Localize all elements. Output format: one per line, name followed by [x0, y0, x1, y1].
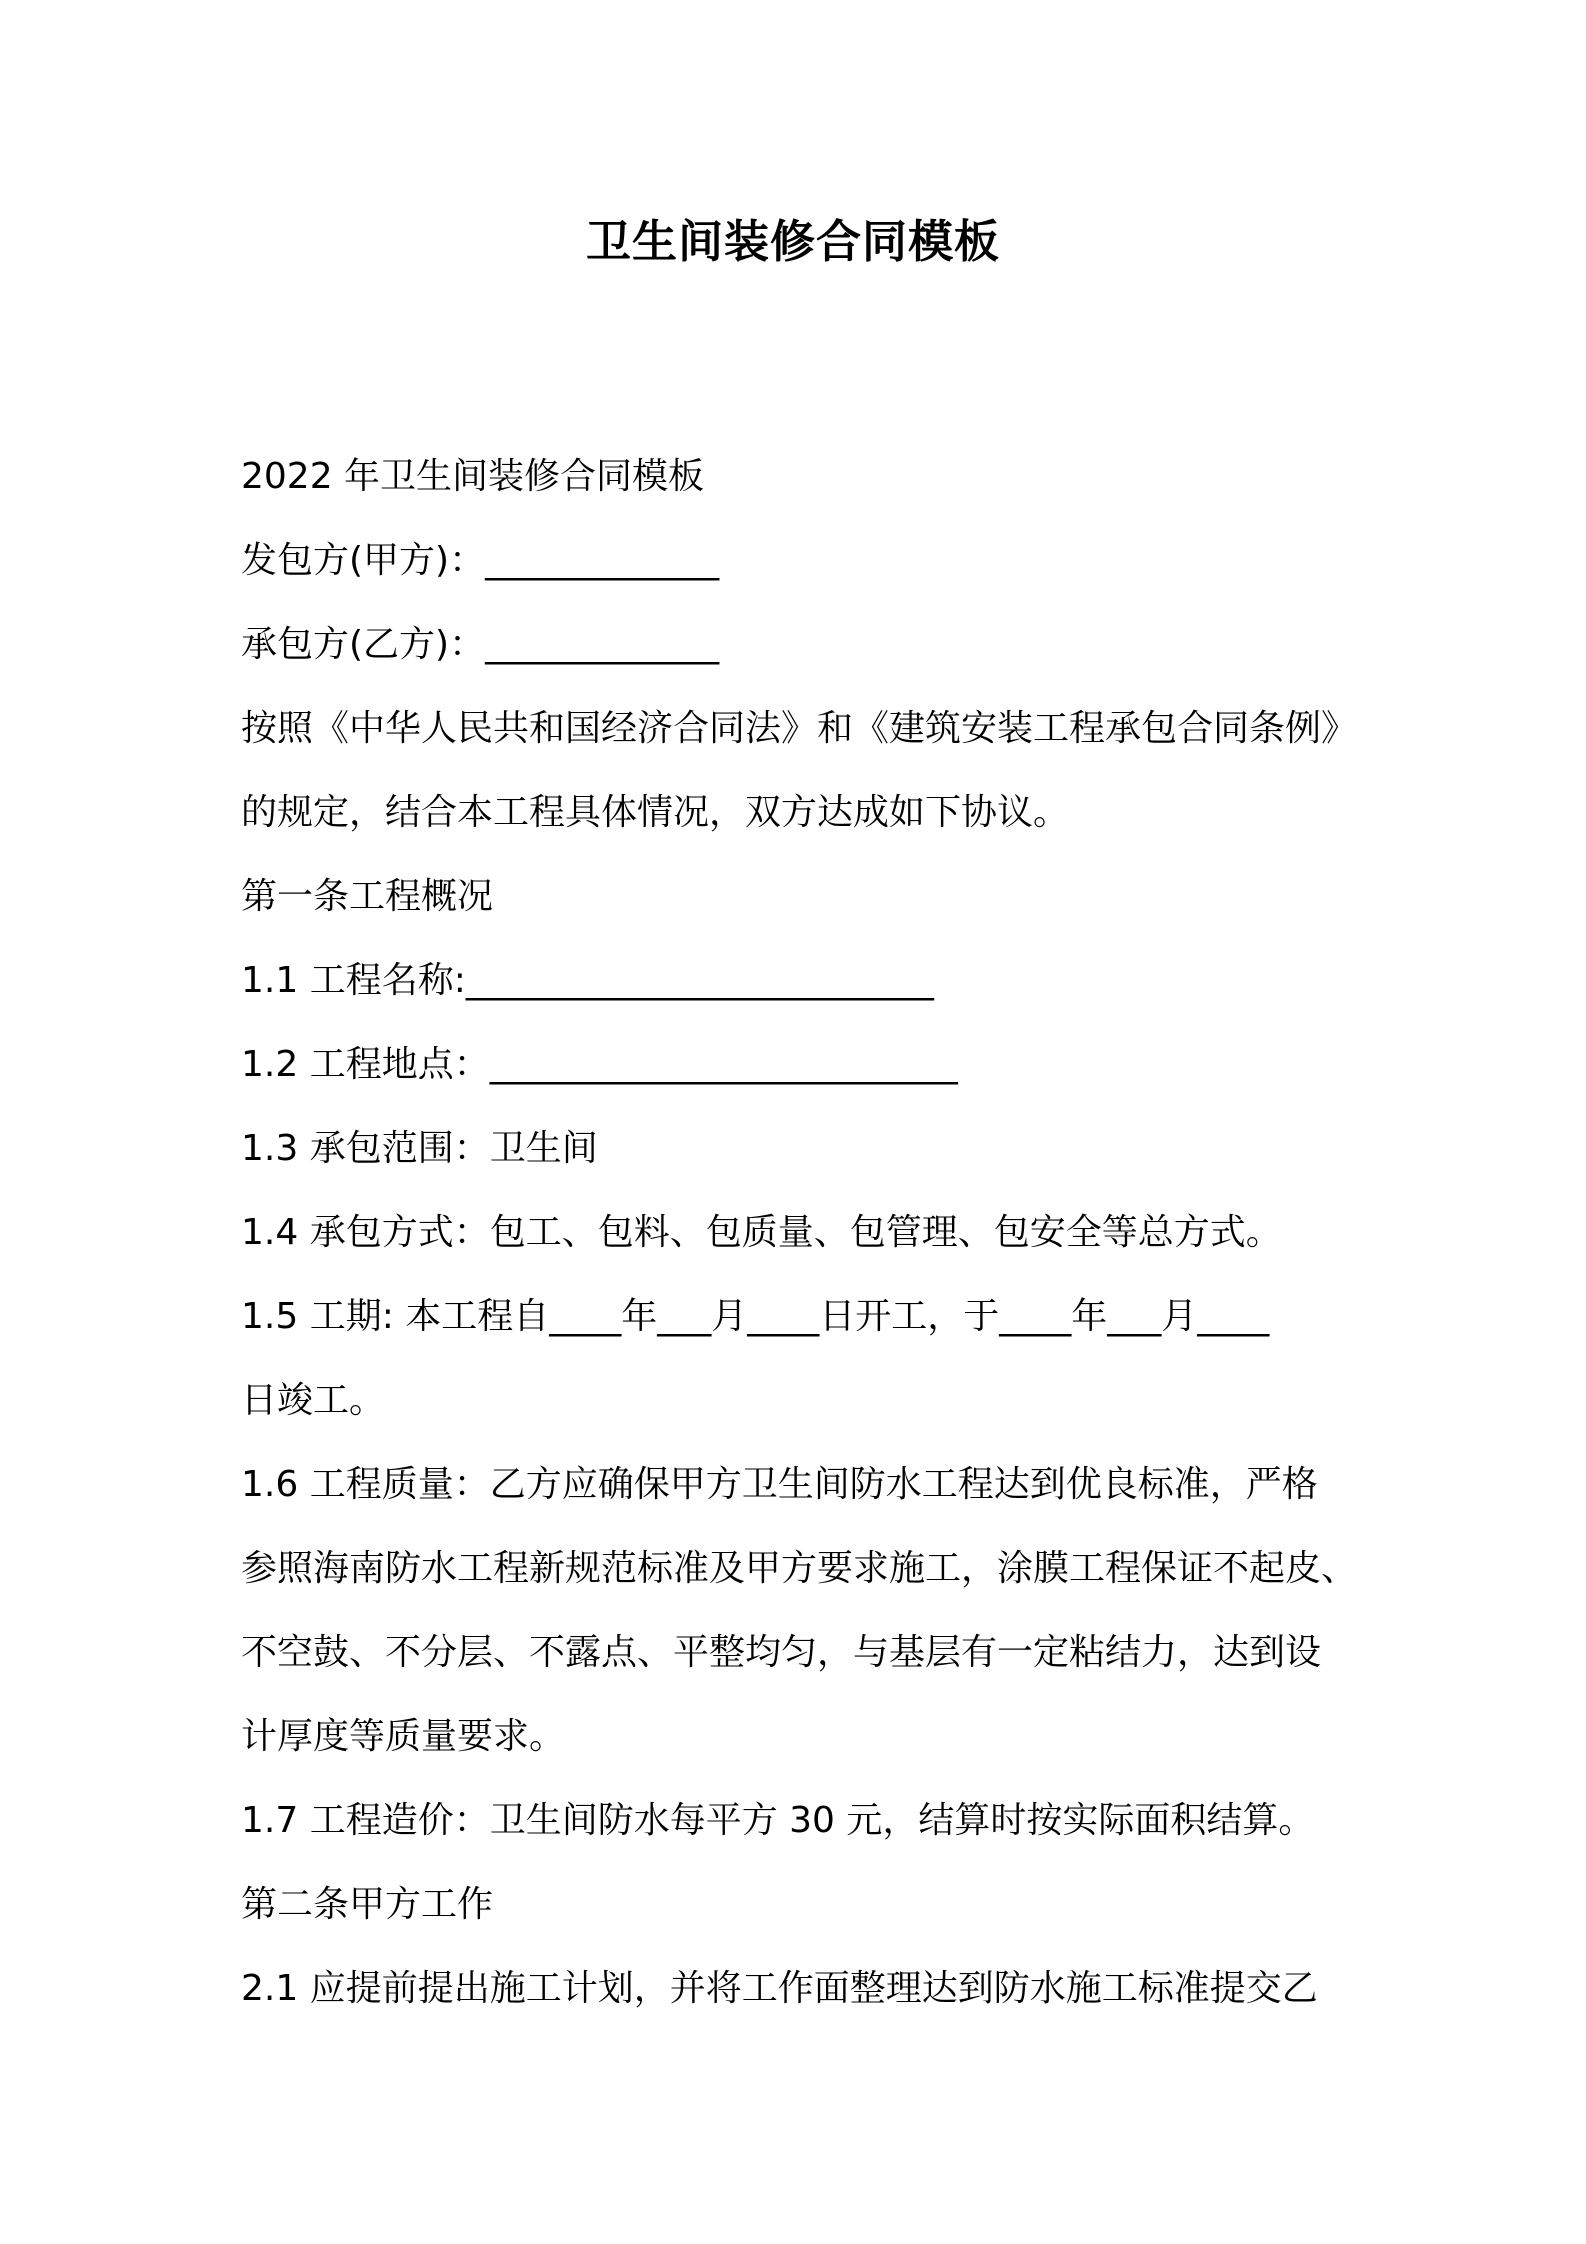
- clause-1-3: 1.3 承包范围：卫生间: [241, 1128, 598, 1169]
- clause-1-6-line-2: 参照海南防水工程新规范标准及甲方要求施工，涂膜工程保证不起皮、: [241, 1548, 1358, 1589]
- clause-1-5-line-2: 日竣工。: [241, 1380, 386, 1421]
- document-title: 卫生间装修合同模板: [585, 215, 1000, 268]
- clause-2-1-line-1: 2.1 应提前提出施工计划，并将工作面整理达到防水施工标准提交乙: [241, 1968, 1318, 2009]
- clause-1-6-line-3: 不空鼓、不分层、不露点、平整均匀，与基层有一定粘结力，达到设: [241, 1632, 1322, 1673]
- clause-1-2: 1.2 工程地点：__________________________: [241, 1044, 958, 1085]
- heading-year-template: 2022 年卫生间装修合同模板: [241, 456, 705, 497]
- preamble-line-1: 按照《中华人民共和国经济合同法》和《建筑安装工程承包合同条例》: [241, 708, 1358, 749]
- clause-1-4: 1.4 承包方式：包工、包料、包质量、包管理、包安全等总方式。: [241, 1212, 1282, 1253]
- clause-1-1: 1.1 工程名称:__________________________: [241, 960, 934, 1001]
- clause-1-6-line-1: 1.6 工程质量：乙方应确保甲方卫生间防水工程达到优良标准，严格: [241, 1464, 1318, 1505]
- preamble-line-2: 的规定，结合本工程具体情况，双方达成如下协议。: [241, 792, 1070, 833]
- article-1-heading: 第一条工程概况: [241, 876, 494, 917]
- article-2-heading: 第二条甲方工作: [241, 1884, 494, 1925]
- clause-1-6-line-4: 计厚度等质量要求。: [241, 1716, 566, 1757]
- clause-1-7: 1.7 工程造价：卫生间防水每平方 30 元，结算时按实际面积结算。: [241, 1800, 1315, 1841]
- party-a-line: 发包方(甲方)：_____________: [241, 540, 720, 581]
- clause-1-5-line-1: 1.5 工期: 本工程自____年___月____日开工，于____年___月____: [241, 1296, 1270, 1337]
- party-b-line: 承包方(乙方)：_____________: [241, 624, 720, 665]
